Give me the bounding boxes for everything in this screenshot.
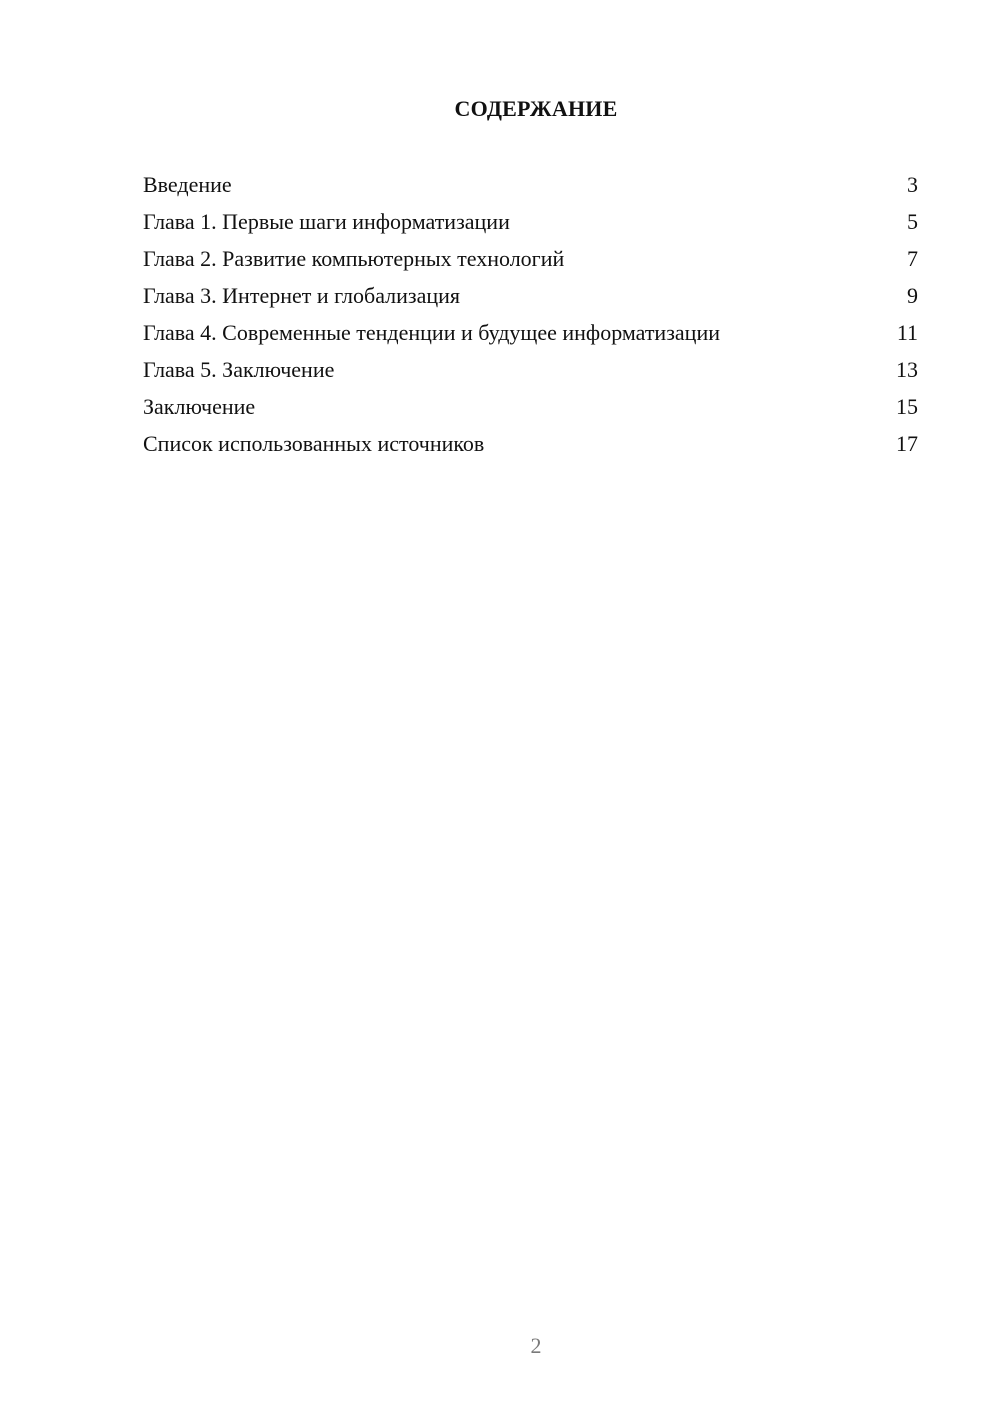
toc-entry-page: 3 — [907, 172, 918, 197]
toc-entry-page: 15 — [896, 394, 918, 419]
page-title: СОДЕРЖАНИЕ — [454, 96, 618, 121]
toc-entry-label: Список использованных источников — [143, 431, 485, 456]
toc-entry — [143, 207, 918, 244]
toc-entry — [143, 170, 918, 207]
toc-entry-page: 7 — [907, 246, 918, 271]
toc-entry-page: 17 — [896, 431, 918, 456]
toc-entry — [143, 392, 918, 429]
page-number: 2 — [530, 1333, 542, 1358]
toc-entry — [143, 429, 918, 466]
toc-entry-label: Глава 3. Интернет и глобализация — [143, 283, 461, 308]
toc-entry-page: 11 — [896, 320, 918, 345]
toc-entry-page: 13 — [896, 357, 918, 382]
toc-entry — [143, 244, 918, 281]
toc-entry — [143, 355, 918, 392]
toc-entry-label: Заключение — [143, 394, 256, 419]
toc-entry-label: Глава 4. Современные тенденции и будущее информатизации — [143, 320, 720, 345]
toc-entry-page: 9 — [907, 283, 918, 308]
toc-entry-label: Глава 5. Заключение — [143, 357, 335, 382]
toc-entry — [143, 318, 918, 355]
toc-entry-label: Глава 1. Первые шаги информатизации — [143, 209, 510, 234]
table-of-contents — [143, 170, 918, 466]
toc-entry-page: 5 — [907, 209, 918, 234]
toc-entry — [143, 281, 918, 318]
toc-entry-label: Глава 2. Развитие компьютерных технологий — [143, 246, 565, 271]
toc-entry-label: Введение — [143, 172, 232, 197]
